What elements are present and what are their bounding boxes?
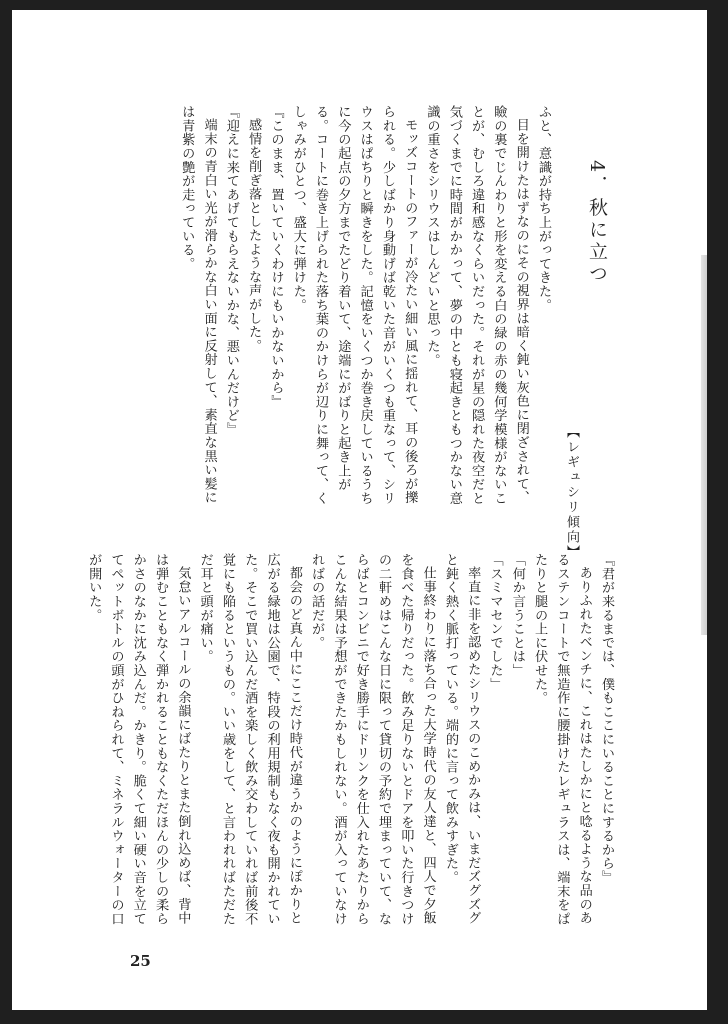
dialogue: 『このまま、置いていくわけにもいかないから』 [268, 105, 284, 409]
book-page [12, 10, 707, 1010]
dialogue: 『君が来るまでは、僕もここにいることにするから』 [599, 553, 614, 885]
page-edge-shadow [701, 255, 707, 635]
page-number: 25 [130, 952, 151, 970]
lower-text-block [86, 553, 617, 935]
paragraph: 都会のど真ん中にここだけ時代が違うかのようにぽかりと広がる緑地は公園で、特段の利用規制もなく夜も開かれていた。そこで買い込んだ酒を楽しく飲み交わしていれば前後不覚にも陥るというもの。いい歳をして、と言われればただただ耳と頭が痛い。 [197, 553, 302, 926]
paragraph: 気怠いアルコールの余韻にばたりとまた倒れ込めば、背中は弾むこともなく弾かれることもなくただほんの少しの柔らかさのなかに沈み込んだ。かきり。脆くて細い硬い音を立ててペットボトルの頭がひねられて、ミネラルウォーターの口が開いた。 [86, 553, 191, 926]
paragraph: 端末の青白い光が滑らかな白い面に反射して、素直な黒い髪には青紫の艶が走っている。 [179, 105, 217, 505]
paragraph: 仕事終わりに落ち合った大学時代の友人達と、四人で夕飯を食べた帰りだった。飲み足りないとドアを叩いた行きつけの二軒めはこんな日に限って貸切の予約で埋まっていて、ならばとコンビニで好き勝手にドリンクを仕入れたあたりからこんな結果は予想ができたかもしれない。酒が入っていなければの話だが。 [309, 553, 436, 926]
dialogue: 「スミマセンでした」 [487, 553, 503, 691]
paragraph: モッズコートのファーが冷たい細い風に揺れて、耳の後ろが擽られる。少しばかり身動げば乾いた音がいくつも重なって、シリウスはぱちりと瞬きをした。記憶をいくつか巻き戻しているうちに今の起点の夕方までたどり着いて、途端にがばりと起き上がる。コートに巻き上げられた落ち葉のかけらが辺りに舞って、くしゃみがひとつ、盛大に弾けた。 [290, 105, 418, 506]
chapter-title: 4．秋に立つ [586, 160, 608, 286]
paragraph: 感情を削ぎ落としたような声がした。 [246, 118, 262, 353]
paragraph: 目を開けたはずなのにその視界は暗く鈍い灰色に閉ざされて、瞼の裏でじんわりと形を変える白の緑の赤の幾何学模様がないことが、むしろ違和感なくらいだった。それが星の隠れた夜空だと気づくまでに時間がかかって、夢の中とも寝起きともつかない意識の重さをシリウスはしんどいと思った。 [424, 105, 529, 506]
paragraph: ありふれたベンチに、これはたしかにと唸るような品のあるステンコートで無造作に腰掛けたレギュラスは、端末をぱたりと腿の上に伏せた。 [532, 553, 592, 926]
paragraph: 率直に非を認めたシリウスのこめかみは、いまだズグズグと鈍く熱く脈打っている。端的に言って飲みすぎた。 [442, 553, 481, 925]
chapter-subtitle: 【レギュシリ傾向】 [564, 425, 579, 560]
dialogue: 「何か言うことは」 [509, 553, 525, 678]
paragraph: ふと、意識が持ち上がってきた。 [536, 105, 551, 312]
dialogue: 『迎えに来てあげてもらえないかな、悪いんだけど』 [223, 105, 239, 437]
upper-text-block [94, 105, 554, 515]
